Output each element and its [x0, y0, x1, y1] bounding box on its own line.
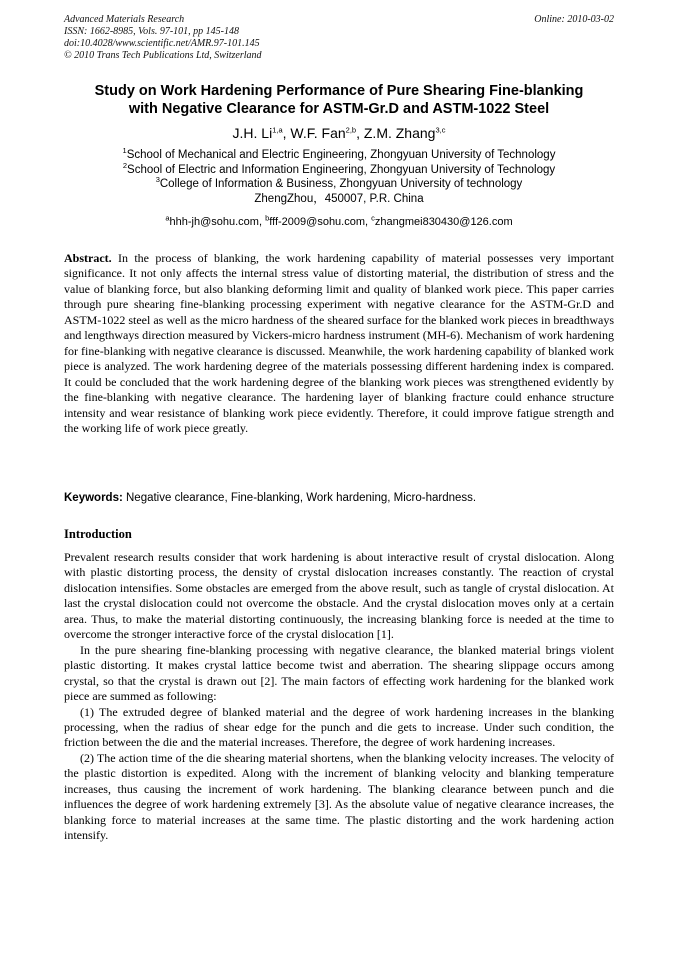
- author-name: Z.M. Zhang: [363, 125, 436, 141]
- affiliation-text: College of Information & Business, Zhongyuan University of technology: [159, 178, 523, 190]
- author-superscript: 2,b: [345, 125, 357, 135]
- paper-title: [40, 82, 638, 118]
- title-line-2: with Negative Clearance for ASTM-Gr.D and ASTM-1022 Steel: [128, 101, 550, 117]
- author-name: J.H. Li: [232, 125, 273, 141]
- author-name: W.F. Fan: [290, 125, 346, 141]
- author-separator: ,: [356, 125, 364, 141]
- keywords-label: Keywords:: [64, 492, 123, 504]
- intro-paragraph: (2) The action time of the die shearing material shortens, when the blanking velocity increases. The velocity of the plastic distortion is expedited. Along with the increment of blanking velocity and blanking temperature increases, thus causing the increment of work hardening. The blanking clearance between punch and die influences the degree of work hardening extremely [3]. As the absolute value of negative clearance increases, the blanking force to material increases at the same time. The plastic distorting and the work hardening action intensify.: [64, 750, 614, 843]
- copyright-line: © 2010 Trans Tech Publications Ltd, Switzerland: [64, 50, 262, 61]
- affiliation-3: [0, 177, 678, 192]
- affiliation-superscript: 1: [122, 146, 127, 156]
- author-superscript: 1,a: [272, 125, 283, 135]
- keywords: [64, 491, 614, 506]
- author-superscript: 3,c: [435, 125, 446, 135]
- intro-paragraph: Prevalent research results consider that work hardening is about interactive result of crystal dislocation. Along with plastic distorting process, the density of crystal dislocation increases constantly. The reaction of crystal dislocation intensifies. Some obstacles are emerged from the above result, such as tangle of crystal dislocation. At last the crystal dislocation could not overcome the obstacle. And the crystal dislocation moves only at a certain area. Thus, to make the material distorting continuously, the increasing blanking force is needed at the time to overcome the stronger interactive force of the crystal dislocation [1].: [64, 550, 614, 642]
- affiliation-text: School of Electric and Information Engineering, Zhongyuan University of Technology: [127, 163, 556, 176]
- author-list: [0, 124, 678, 142]
- affiliation-1: [0, 148, 678, 163]
- affiliation-2: [0, 160, 678, 178]
- keywords-text: Negative clearance, Fine-blanking, Work hardening, Micro-hardness.: [126, 492, 477, 504]
- email-superscript: c: [371, 213, 375, 223]
- abstract-label: Abstract.: [64, 251, 112, 265]
- journal-header: [64, 14, 614, 62]
- journal-name: Advanced Materials Research: [64, 14, 185, 25]
- introduction-heading: Introduction: [64, 527, 132, 541]
- online-date: Online: 2010-03-02: [534, 14, 614, 25]
- intro-paragraph: (1) The extruded degree of blanked material and the degree of work hardening increases in the blanking processing, when the radius of shear edge for the punch and die gets to increase. Under such condition, the friction between the die and the material increases. Therefore, the degree of work hardening increases.: [64, 704, 614, 750]
- doi-line: doi:10.4028/www.scientific.net/AMR.97-101.145: [64, 38, 260, 49]
- abstract: [64, 251, 614, 436]
- affiliation-superscript: 2: [122, 160, 128, 170]
- abstract-text: In the process of blanking, the work hardening capability of material possesses very important significance. It not only affects the internal stress value of distorting material, the distribution of stress and the value of blanking force, but also blanking deforming limit and quality of blanked work piece. This paper carries through pure shearing fine-blanking processing experiment with negative clearance for the ASTM-Gr.D and ASTM-1022 steel as well as the micro hardness of the sheared surface for the blanked work pieces in breadthways and lengthways direction measured by Vickers-micro hardness instrument (MH-6). Mechanism of work hardening for fine-blanking with negative clearance is discussed. Meanwhile, the work hardening capability of blanked work piece is analyzed. The work hardening degree of the materials possessing different hardening index is compared. It could be concluded that the work hardening degree of the blanking work pieces was strengthened evidently by the fine-blanking with negative clearance. The hardening layer of blanking fracture could enhance structure intensity and wear resistance of blanking work piece evidently. Therefore, it could improve fatigue strength and the working life of work piece greatly.: [64, 251, 614, 435]
- title-line-1: Study on Work Hardening Performance of Pure Shearing Fine-blanking: [94, 83, 584, 99]
- affiliation-superscript: 3: [155, 175, 160, 185]
- author-separator: ,: [282, 125, 291, 141]
- affiliation-address: ZhengZhou，450007, P.R. China: [254, 192, 424, 205]
- intro-paragraph: In the pure shearing fine-blanking processing with negative clearance, the blanked material brings violent plastic distorting. It makes crystal lattice become twist and aberration. The shearing slippage occurs among crystal, so that the crystal is drawn out [2]. The main factors of effecting work hardening for the blanked work piece are summed as following:: [64, 642, 614, 704]
- email-link: zhangmei830430@126.com: [374, 216, 513, 228]
- email-superscript: a: [165, 213, 170, 223]
- email-superscript: b: [265, 213, 270, 223]
- affiliation-text: School of Mechanical and Electric Engineering, Zhongyuan University of Technology: [126, 149, 556, 161]
- introduction-body: [64, 550, 614, 844]
- issn-line: ISSN: 1662-8985, Vols. 97-101, pp 145-148: [64, 26, 239, 37]
- affiliations: [0, 148, 678, 206]
- email-link: fff-2009@sohu.com,: [269, 216, 372, 228]
- author-emails: [0, 215, 678, 229]
- email-link: hhh-jh@sohu.com,: [169, 216, 266, 228]
